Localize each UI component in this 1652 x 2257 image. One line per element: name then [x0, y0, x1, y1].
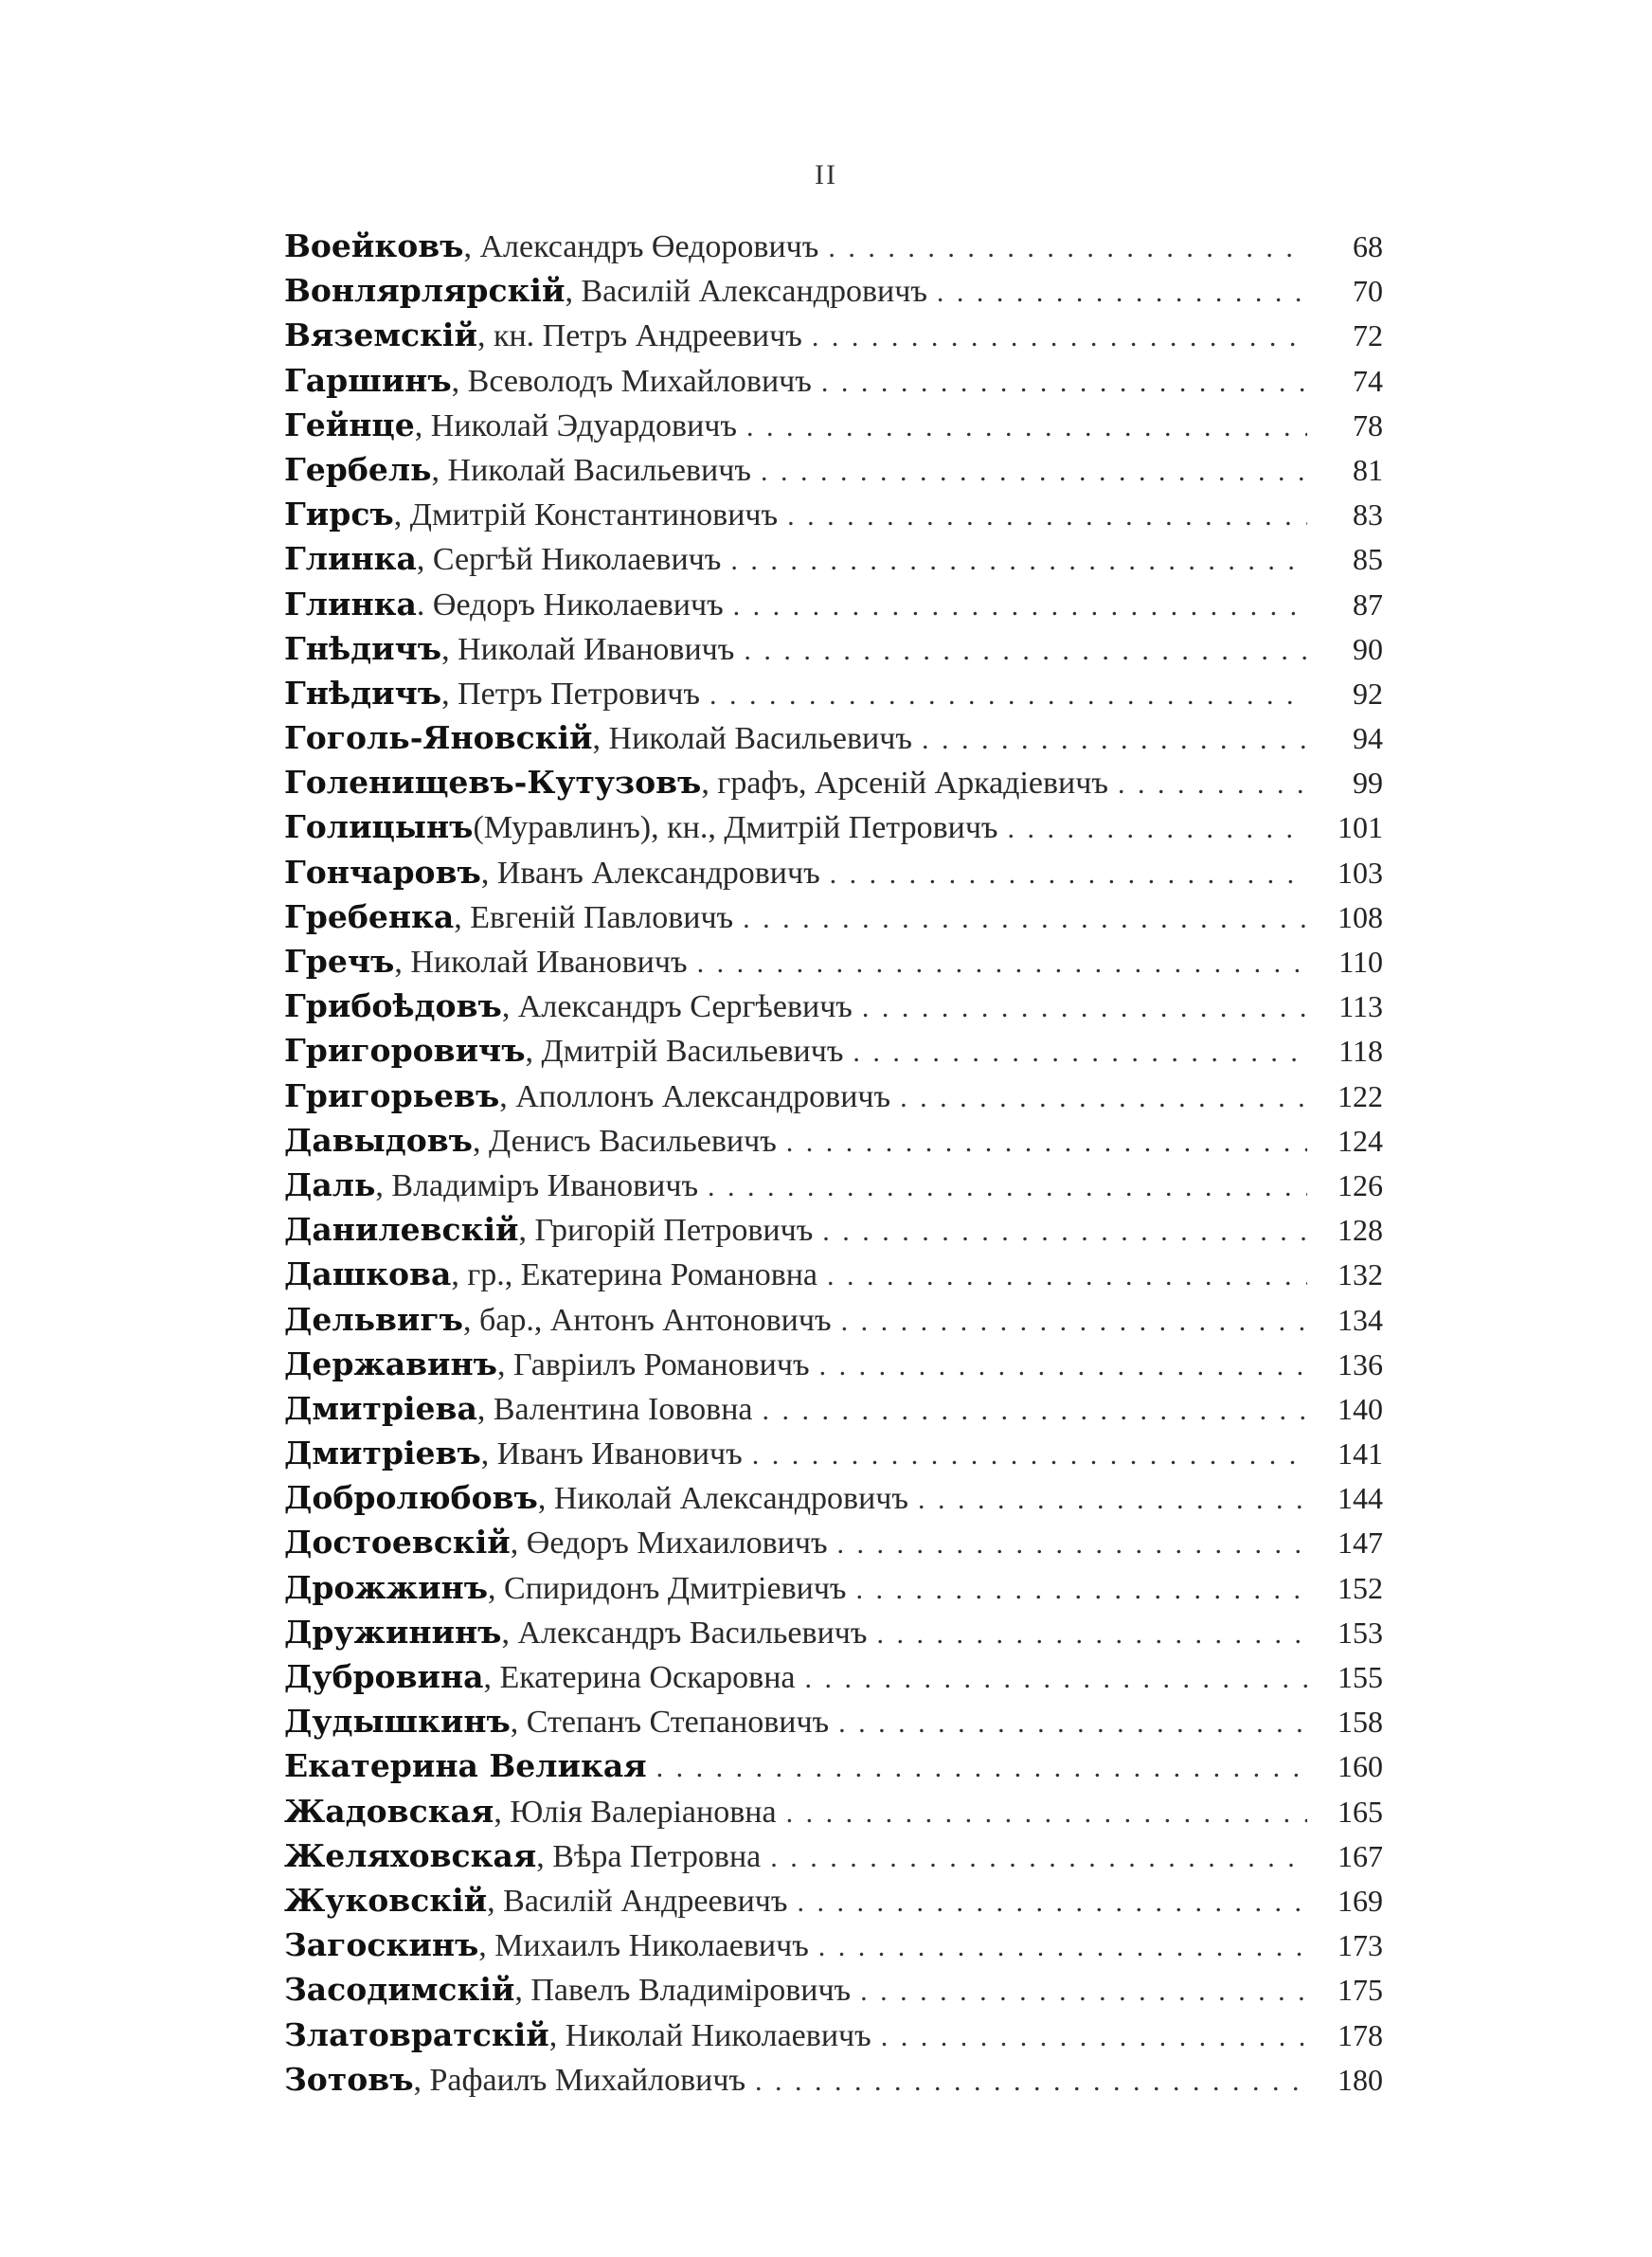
- entry-page-number: 128: [1338, 1213, 1383, 1248]
- dot-leader: [812, 321, 1307, 353]
- entry-surname: Желяховская: [284, 1836, 537, 1874]
- entry-surname: Загоскинъ: [284, 1926, 479, 1964]
- dot-leader: [744, 635, 1307, 667]
- entry-surname: Грибоѣдовъ: [284, 987, 502, 1025]
- entry-page-number: 70: [1353, 274, 1383, 309]
- toc-entry: [284, 943, 1383, 987]
- toc-entry: [284, 1747, 1383, 1792]
- entry-surname: Гончаровъ: [284, 853, 481, 891]
- entry-page-number: 147: [1338, 1526, 1383, 1561]
- entry-description: , Дмитрій Васильевичъ: [525, 1034, 844, 1070]
- entry-surname: Жуковскій: [284, 1881, 488, 1919]
- dot-leader: [876, 1618, 1307, 1651]
- dot-leader: [828, 232, 1307, 264]
- toc-entry: [284, 1793, 1383, 1837]
- entry-page-number: 81: [1353, 452, 1383, 487]
- entry-surname: Дружининъ: [284, 1613, 502, 1651]
- entry-description: , Аполлонъ Александровичъ: [499, 1078, 891, 1114]
- entry-surname: Дрожжинъ: [284, 1568, 489, 1606]
- dot-leader: [838, 1707, 1307, 1740]
- entry-surname: Гнѣдичъ: [284, 674, 442, 712]
- dot-leader: [697, 948, 1307, 980]
- dot-leader: [830, 858, 1307, 891]
- entry-description: , Николай Васильевичъ: [592, 721, 912, 757]
- entry-surname: Давыдовъ: [284, 1121, 473, 1159]
- entry-surname: Данилевскій: [284, 1211, 519, 1249]
- dot-leader: [856, 1574, 1308, 1606]
- toc-entry: [284, 2016, 1383, 2061]
- entry-surname: Дмитріевъ: [284, 1435, 481, 1472]
- entry-page-number: 85: [1353, 542, 1383, 577]
- entry-description: , кн. Петръ Андреевичъ: [476, 318, 802, 354]
- toc-entry: [284, 1077, 1383, 1122]
- toc-entry: [284, 1703, 1383, 1747]
- entry-page-number: 180: [1338, 2062, 1383, 2097]
- entry-surname: Гербель: [284, 450, 432, 488]
- entry-surname: Голицынъ: [284, 808, 474, 846]
- toc-entry: [284, 1569, 1383, 1614]
- entry-surname: Дудышкинъ: [284, 1703, 511, 1741]
- toc-entry: [284, 764, 1383, 808]
- entry-description: , Григорій Петровичъ: [518, 1213, 814, 1249]
- entry-page-number: 110: [1338, 945, 1383, 979]
- dot-leader: [900, 1082, 1307, 1114]
- entry-surname: Вонлярлярскій: [284, 272, 566, 310]
- entry-description: , Николай Николаевичъ: [548, 2017, 871, 2053]
- entry-page-number: 87: [1353, 587, 1383, 622]
- entry-page-number: 167: [1338, 1838, 1383, 1873]
- entry-description: , Владиміръ Ивановичъ: [375, 1167, 699, 1203]
- entry-description: , Иванъ Александровичъ: [480, 855, 820, 891]
- entry-surname: Екатерина Великая: [284, 1747, 647, 1785]
- dot-leader: [1118, 768, 1307, 801]
- dot-leader: [786, 1127, 1307, 1159]
- entry-page-number: 152: [1338, 1570, 1383, 1605]
- entry-description: , Николай Эдуардовичъ: [414, 407, 737, 443]
- entry-surname: Дмитріева: [284, 1389, 477, 1427]
- toc-entry: [284, 1614, 1383, 1658]
- entry-description: , гр., Екатерина Романовна: [451, 1257, 818, 1293]
- entry-page-number: 155: [1338, 1660, 1383, 1694]
- entry-surname: Воейковъ: [284, 227, 464, 264]
- entry-description: . Өедоръ Николаевичъ: [416, 587, 724, 623]
- entry-page-number: 160: [1338, 1749, 1383, 1784]
- toc-entry: [284, 1479, 1383, 1524]
- entry-page-number: 99: [1353, 766, 1383, 801]
- dot-leader: [787, 500, 1307, 533]
- entry-page-number: 178: [1338, 2017, 1383, 2052]
- toc-entry: [284, 1658, 1383, 1703]
- entry-surname: Дельвигъ: [284, 1300, 463, 1338]
- entry-description: , Юлія Валеріановна: [494, 1794, 777, 1830]
- entry-page-number: 90: [1353, 631, 1383, 666]
- entry-description: , Всеволодъ Михайловичъ: [451, 363, 812, 399]
- entry-description: , Валентина Іововна: [476, 1391, 753, 1427]
- entry-surname: Дубровина: [284, 1658, 484, 1695]
- toc-entry: [284, 1882, 1383, 1926]
- entry-description: , Николай Васильевичъ: [431, 452, 751, 488]
- entry-description: , Евгеній Павловичъ: [454, 899, 734, 935]
- toc-entry: [284, 586, 1383, 630]
- dot-leader: [937, 277, 1307, 309]
- dot-leader: [827, 1260, 1307, 1292]
- toc-entry: [284, 272, 1383, 316]
- entry-description: , Рафаилъ Михайловичъ: [413, 2062, 746, 2098]
- dot-leader: [805, 1663, 1307, 1695]
- entry-surname: Гирсъ: [284, 496, 394, 533]
- toc-entry: [284, 1255, 1383, 1300]
- toc-entry: [284, 675, 1383, 719]
- entry-surname: Гнѣдичъ: [284, 629, 442, 667]
- entry-page-number: 165: [1338, 1794, 1383, 1829]
- entry-description: , Александръ Сергѣевичъ: [501, 989, 853, 1025]
- entry-description: , Спиридонъ Дмитріевичъ: [488, 1570, 847, 1606]
- dot-leader: [821, 367, 1307, 399]
- entry-page-number: 94: [1353, 721, 1383, 756]
- toc-entry: [284, 1166, 1383, 1211]
- toc-entry: [284, 362, 1383, 406]
- dot-leader: [743, 903, 1307, 935]
- entry-surname: Гаршинъ: [284, 361, 452, 399]
- entry-description: , Степанъ Степановичъ: [510, 1705, 830, 1741]
- entry-page-number: 113: [1338, 989, 1383, 1024]
- toc-entry: [284, 1390, 1383, 1435]
- toc-entry: [284, 987, 1383, 1032]
- toc-entry: [284, 854, 1383, 898]
- toc-entry: [284, 1032, 1383, 1076]
- entry-page-number: 72: [1353, 318, 1383, 353]
- toc-entry: [284, 1211, 1383, 1255]
- entry-page-number: 103: [1338, 855, 1383, 890]
- entry-description: , Екатерина Оскаровна: [483, 1660, 796, 1695]
- dot-leader: [656, 1752, 1307, 1784]
- entry-description: , Дмитрій Константиновичъ: [393, 497, 779, 533]
- toc-entry: [284, 1435, 1383, 1479]
- entry-surname: Даль: [284, 1165, 376, 1203]
- dot-leader: [730, 545, 1307, 577]
- entry-page-number: 92: [1353, 676, 1383, 711]
- dot-leader: [918, 1484, 1307, 1516]
- entry-description: , Павелъ Владиміровичъ: [514, 1973, 852, 2009]
- entry-description: , бар., Антонъ Антоновичъ: [462, 1302, 832, 1338]
- entry-page-number: 126: [1338, 1167, 1383, 1202]
- toc-entry: [284, 451, 1383, 496]
- dot-leader: [819, 1350, 1307, 1382]
- entry-surname: Жадовская: [284, 1792, 494, 1830]
- entry-surname: Державинъ: [284, 1345, 497, 1382]
- entry-page-number: 108: [1338, 899, 1383, 934]
- dot-leader: [763, 1395, 1307, 1427]
- entry-surname: Григоровичъ: [284, 1032, 526, 1070]
- toc-entry: [284, 719, 1383, 764]
- entry-page-number: 134: [1338, 1302, 1383, 1337]
- entry-page-number: 144: [1338, 1481, 1383, 1516]
- toc-entry: [284, 227, 1383, 272]
- entry-description: , Петръ Петровичъ: [441, 676, 700, 712]
- entry-description: (Муравлинъ), кн., Дмитрій Петровичъ: [473, 810, 998, 846]
- entry-description: , Александръ Өедоровичъ: [463, 229, 819, 264]
- entry-surname: Гоголь-Яновскій: [284, 719, 593, 757]
- entry-page-number: 141: [1338, 1436, 1383, 1472]
- toc-entry: [284, 1971, 1383, 2015]
- toc-entry: [284, 1926, 1383, 1971]
- entry-description: , Сергѣй Николаевичъ: [416, 542, 722, 578]
- toc-entry: [284, 316, 1383, 361]
- dot-leader: [797, 1887, 1307, 1919]
- entry-description: , Василій Андреевичъ: [487, 1883, 788, 1919]
- entry-page-number: 158: [1338, 1705, 1383, 1740]
- dot-leader: [862, 992, 1307, 1024]
- entry-page-number: 136: [1338, 1346, 1383, 1381]
- entry-surname: Вяземскій: [284, 316, 477, 354]
- entry-page-number: 74: [1353, 363, 1383, 398]
- toc-entry: [284, 898, 1383, 943]
- entry-surname: Дашкова: [284, 1255, 452, 1293]
- dot-leader: [755, 2066, 1307, 2098]
- toc-entry: [284, 630, 1383, 675]
- entry-page-number: 124: [1338, 1123, 1383, 1158]
- dot-leader: [860, 1976, 1307, 2008]
- entry-surname: Глинка: [284, 585, 417, 623]
- toc-entry: [284, 1837, 1383, 1882]
- dot-leader: [853, 1037, 1307, 1069]
- entry-surname: Голенищевъ-Кутузовъ: [284, 764, 702, 802]
- entry-surname: Добролюбовъ: [284, 1479, 538, 1517]
- entry-surname: Гречъ: [284, 943, 395, 980]
- entry-surname: Златовратскій: [284, 2015, 549, 2053]
- entry-page-number: 132: [1338, 1257, 1383, 1292]
- entry-page-number: 68: [1353, 229, 1383, 263]
- entry-description: , Николай Ивановичъ: [441, 631, 735, 667]
- entry-description: , Гавріилъ Романовичъ: [497, 1346, 810, 1382]
- entry-surname: Гребенка: [284, 897, 455, 935]
- entry-description: , Иванъ Ивановичъ: [480, 1436, 743, 1472]
- entry-surname: Гейнце: [284, 406, 415, 443]
- entry-description: , Вѣра Петровна: [536, 1838, 762, 1874]
- entry-page-number: 153: [1338, 1615, 1383, 1650]
- toc-entry: [284, 496, 1383, 540]
- dot-leader: [841, 1306, 1307, 1338]
- entry-surname: Григорьевъ: [284, 1076, 500, 1114]
- entry-description: , Михаилъ Николаевичъ: [478, 1928, 809, 1964]
- toc-entry: [284, 808, 1383, 853]
- entry-description: , Василій Александровичъ: [565, 274, 927, 310]
- entry-page-number: 169: [1338, 1883, 1383, 1918]
- dot-leader: [770, 1842, 1307, 1874]
- entry-description: , Николай Ивановичъ: [394, 945, 688, 980]
- dot-leader: [786, 1797, 1307, 1830]
- entry-page-number: 140: [1338, 1391, 1383, 1426]
- entry-description: , Өедоръ Михаиловичъ: [510, 1526, 828, 1562]
- dot-leader: [881, 2021, 1307, 2053]
- toc-entry: [284, 1345, 1383, 1390]
- toc-entry: [284, 1301, 1383, 1345]
- entry-description: , Николай Александровичъ: [537, 1481, 908, 1517]
- page-number: II: [815, 159, 837, 190]
- toc-entry: [284, 540, 1383, 585]
- table-of-contents: [284, 227, 1383, 2105]
- dot-leader: [709, 679, 1307, 712]
- entry-page-number: 101: [1338, 810, 1383, 845]
- toc-entry: [284, 2061, 1383, 2105]
- entry-surname: Глинка: [284, 540, 417, 578]
- entry-page-number: 118: [1338, 1034, 1383, 1069]
- entry-surname: Достоевскій: [284, 1524, 511, 1562]
- dot-leader: [922, 724, 1307, 756]
- dot-leader: [822, 1216, 1307, 1248]
- entry-surname: Зотовъ: [284, 2060, 414, 2098]
- entry-description: , графъ, Арсеній Аркадіевичъ: [701, 766, 1108, 802]
- entry-page-number: 175: [1338, 1973, 1383, 2008]
- entry-page-number: 122: [1338, 1078, 1383, 1113]
- toc-entry: [284, 1122, 1383, 1166]
- dot-leader: [733, 590, 1307, 623]
- entry-page-number: 83: [1353, 497, 1383, 533]
- toc-entry: [284, 1524, 1383, 1568]
- dot-leader: [708, 1171, 1307, 1203]
- dot-leader: [761, 456, 1307, 488]
- dot-leader: [1008, 813, 1307, 845]
- entry-description: , Александръ Васильевичъ: [501, 1615, 868, 1651]
- entry-page-number: 78: [1353, 407, 1383, 442]
- dot-leader: [752, 1439, 1307, 1472]
- dot-leader: [746, 411, 1307, 443]
- dot-leader: [837, 1528, 1307, 1561]
- dot-leader: [818, 1931, 1307, 1963]
- entry-page-number: 173: [1338, 1928, 1383, 1963]
- entry-surname: Засодимскій: [284, 1971, 515, 2009]
- entry-description: , Денисъ Васильевичъ: [472, 1123, 777, 1159]
- toc-entry: [284, 406, 1383, 451]
